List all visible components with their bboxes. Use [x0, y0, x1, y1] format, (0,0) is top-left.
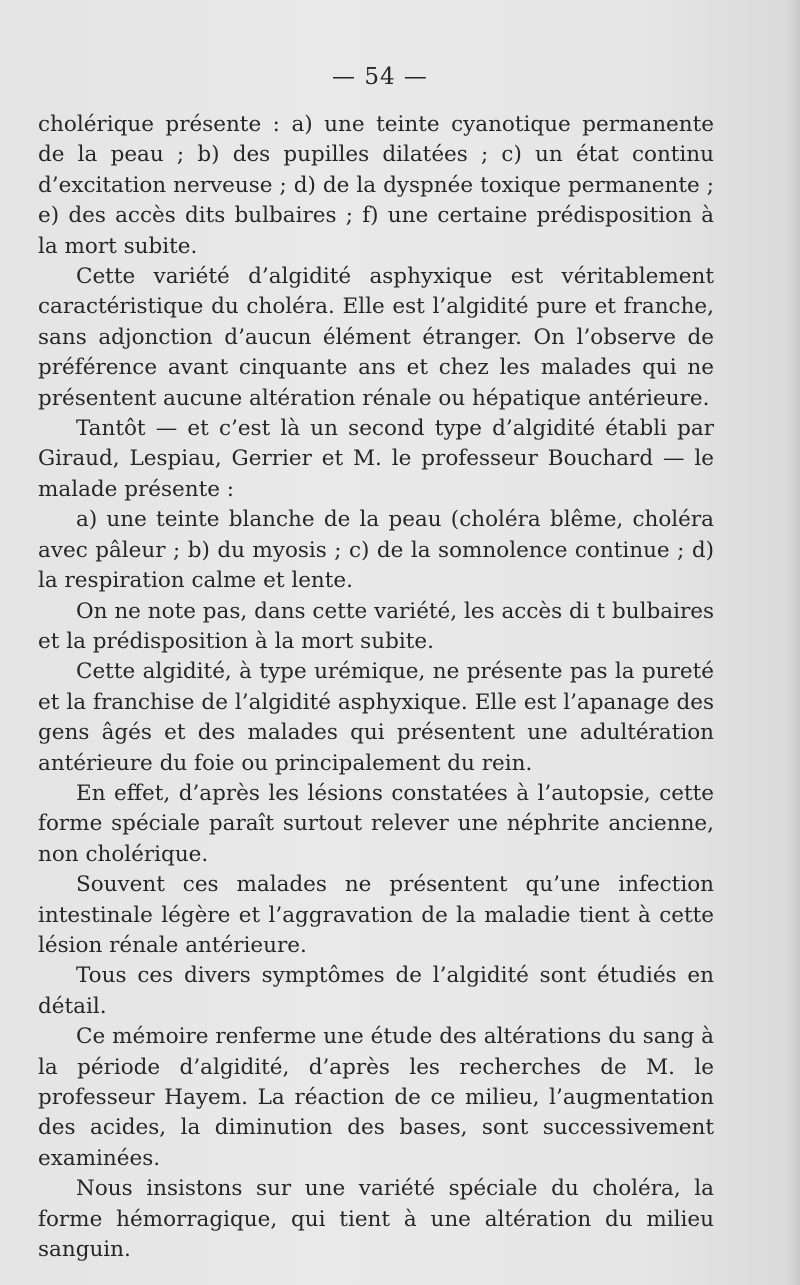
paragraph-3: Tantôt — et c’est là un second type d’algidité établi par Giraud, Lespiau, Gerrier et M. le professeur Bouchard — le malade présente : — [38, 416, 714, 502]
paragraph-1: cholérique présente : a) une teinte cyanotique permanente de la peau ; b) des pupilles dilatées ; c) un état continu d’excitation nerveuse ; d) de la dyspnée toxique permanente ; e) des accès dits bulbaires ; f) une certaine prédisposition à la mort subite. — [38, 112, 714, 259]
paragraph-6: Cette algidité, à type urémique, ne présente pas la pureté et la franchise de l’algidité asphyxique. Elle est l’apanage des gens âgés et des malades qui présentent une adultération antérieure du foie ou principalement du rein. — [38, 659, 714, 776]
paragraph-4: a) une teinte blanche de la peau (choléra blême, choléra avec pâleur ; b) du myosis ; c) de la somnolence continue ; d) la respiration calme et lente. — [38, 507, 714, 594]
page-edge-shadow — [786, 0, 800, 1285]
page-number: — 54 — — [332, 64, 428, 90]
paragraph-7: En effet, d’après les lésions constatées à l’autopsie, cette forme spéciale paraît surtout relever une néphrite ancienne, non cholérique. — [38, 780, 714, 867]
paragraph-8: Souvent ces malades ne présentent qu’une infection intestinale légère et l’aggravation de la maladie tient à cette lésion rénale antérieure. — [38, 872, 714, 958]
paragraph-9: Tous ces divers symptômes de l’algidité sont étudiés en détail. — [38, 963, 714, 1019]
body-text — [38, 110, 714, 1265]
paragraph-5: On ne note pas, dans cette variété, les accès di t bulbaires et la prédisposition à la mort subite. — [38, 598, 714, 654]
paragraph-10: Ce mémoire renferme une étude des altérations du sang à la période d’algidité, d’après les recherches de M. le professeur Hayem. La réaction de ce milieu, l’augmentation des acides, la diminution des bases, sont successivement examinées. — [38, 1024, 714, 1171]
paragraph-11: Nous insistons sur une variété spéciale du choléra, la forme hémorragique, qui tient à une altération du milieu sanguin. — [38, 1176, 714, 1263]
paragraph-2: Cette variété d’algidité asphyxique est véritablement caractéristique du choléra. Elle est l’algidité pure et franche, sans adjonction d’aucun élément étranger. On l’observe de préférence avant cinquante ans et chez les malades qui ne présentent aucune altération rénale ou hépatique antérieure. — [38, 264, 714, 411]
